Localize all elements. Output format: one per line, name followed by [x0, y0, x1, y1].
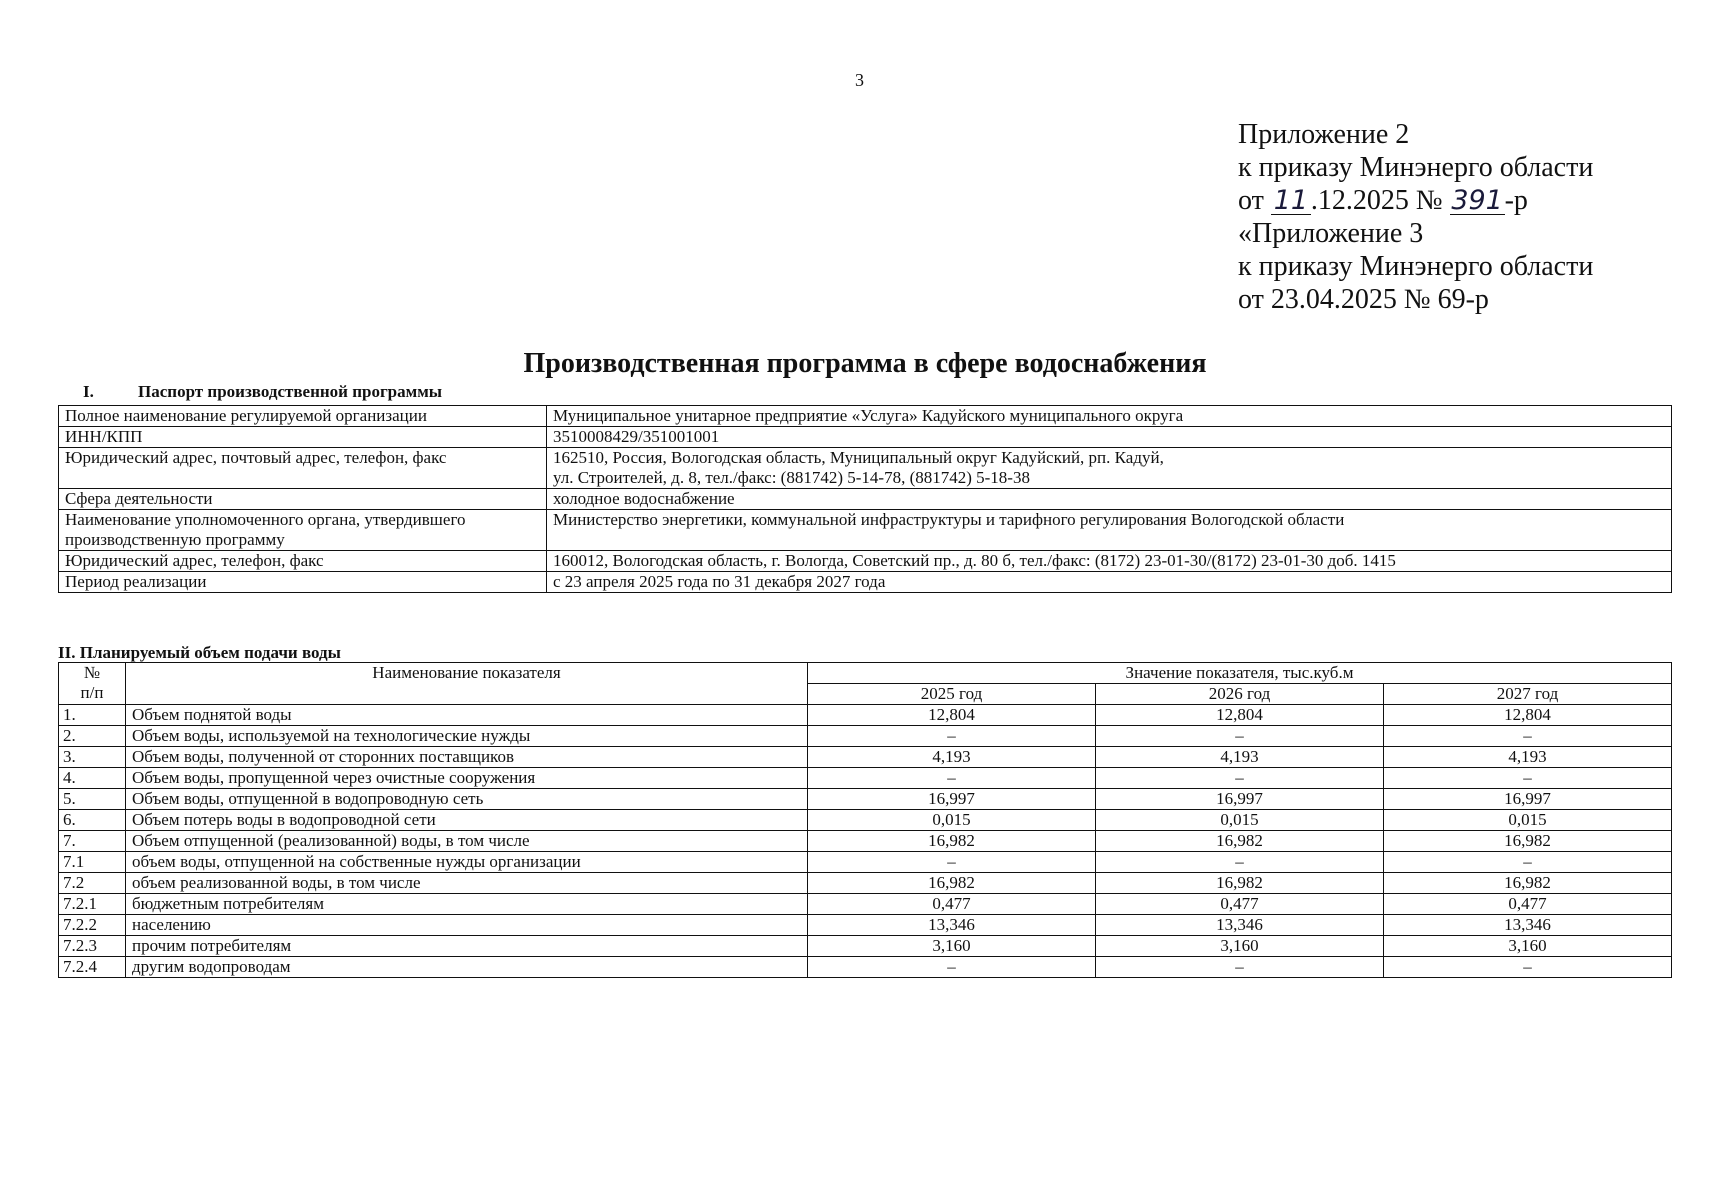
value-cell: 0,477 [1384, 894, 1672, 915]
section-1-heading [83, 382, 442, 402]
header-year-2027: 2027 год [1384, 684, 1672, 705]
value-cell: – [1096, 957, 1384, 978]
section-2-heading: II. Планируемый объем подачи воды [58, 643, 341, 662]
section-1-number: I. [83, 382, 94, 401]
annex-date-middle: .12.2025 № [1310, 185, 1443, 216]
passport-label: Период реализации [59, 572, 547, 593]
value-cell: 13,346 [1096, 915, 1384, 936]
indicator-name: бюджетным потребителям [126, 894, 808, 915]
value-cell: 0,477 [1096, 894, 1384, 915]
indicator-name: Объем воды, пропущенной через очистные сооружения [126, 768, 808, 789]
row-number: 7.1 [59, 852, 126, 873]
passport-row [59, 489, 1672, 510]
annex-line-4: «Приложение 3 [1238, 218, 1424, 249]
table-row [59, 852, 1672, 873]
passport-value: 160012, Вологодская область, г. Вологда, Советский пр., д. 80 б, тел./факс: (8172) 23-01-30/(8172) 23-01-30 доб. 1415 [547, 551, 1672, 572]
handwritten-order-number: 391 [1451, 185, 1503, 216]
table-row [59, 810, 1672, 831]
row-number: 7.2.3 [59, 936, 126, 957]
passport-row [59, 510, 1672, 551]
page-number: 3 [855, 70, 864, 90]
value-cell: – [808, 726, 1096, 747]
value-cell: – [1384, 852, 1672, 873]
passport-label: Наименование уполномоченного органа, утвердившего производственную программу [59, 510, 547, 551]
row-number: 7.2.2 [59, 915, 126, 936]
passport-label: Юридический адрес, почтовый адрес, телефон, факс [59, 448, 547, 489]
passport-value: Министерство энергетики, коммунальной инфраструктуры и тарифного регулирования Вологодской области [547, 510, 1672, 551]
value-cell: 16,997 [808, 789, 1096, 810]
table-row [59, 705, 1672, 726]
value-cell: – [1384, 726, 1672, 747]
value-cell: – [1096, 768, 1384, 789]
value-cell: – [808, 852, 1096, 873]
value-cell: 12,804 [1096, 705, 1384, 726]
indicator-name: другим водопроводам [126, 957, 808, 978]
row-number: 3. [59, 747, 126, 768]
table-row [59, 873, 1672, 894]
water-volume-table [58, 662, 1672, 978]
table-row [59, 894, 1672, 915]
value-cell: 4,193 [1096, 747, 1384, 768]
indicator-name: Объем воды, отпущенной в водопроводную сеть [126, 789, 808, 810]
handwritten-day: 11 [1271, 188, 1311, 215]
header-year-2026: 2026 год [1096, 684, 1384, 705]
row-number: 5. [59, 789, 126, 810]
value-cell: 16,982 [1384, 831, 1672, 852]
value-cell: 16,982 [1096, 831, 1384, 852]
value-cell: 16,997 [1384, 789, 1672, 810]
passport-value: с 23 апреля 2025 года по 31 декабря 2027 года [547, 572, 1672, 593]
value-cell: 16,997 [1096, 789, 1384, 810]
annex-line-2: к приказу Минэнерго области [1238, 152, 1594, 183]
passport-row [59, 572, 1672, 593]
indicator-name: Объем воды, полученной от сторонних поставщиков [126, 747, 808, 768]
passport-value: холодное водоснабжение [547, 489, 1672, 510]
value-cell: 0,015 [1096, 810, 1384, 831]
value-cell: 16,982 [1096, 873, 1384, 894]
annex-block [1238, 118, 1593, 316]
passport-row [59, 551, 1672, 572]
indicator-name: Объем потерь воды в водопроводной сети [126, 810, 808, 831]
row-number: 7.2.1 [59, 894, 126, 915]
annex-date-prefix: от [1238, 185, 1264, 216]
annex-number-suffix: -р [1504, 185, 1528, 216]
document-title: Производственная программа в сфере водоснабжения [523, 348, 1207, 379]
annex-line-3 [1238, 184, 1593, 217]
table-row [59, 789, 1672, 810]
table-row [59, 747, 1672, 768]
table-row [59, 726, 1672, 747]
table-row [59, 768, 1672, 789]
passport-label: ИНН/КПП [59, 427, 547, 448]
annex-line-6: от 23.04.2025 № 69-р [1238, 284, 1489, 315]
value-cell: – [1384, 957, 1672, 978]
value-cell: 16,982 [1384, 873, 1672, 894]
value-cell: 0,015 [1384, 810, 1672, 831]
passport-label: Юридический адрес, телефон, факс [59, 551, 547, 572]
row-number: 4. [59, 768, 126, 789]
value-cell: 12,804 [808, 705, 1096, 726]
passport-value: 162510, Россия, Вологодская область, Муниципальный округ Кадуйский, рп. Кадуй, ул. Строителей, д. 8, тел./факс: (881742) 5-14-78, (881742) 5-18-38 [547, 448, 1672, 489]
table-row [59, 915, 1672, 936]
indicator-name: объем реализованной воды, в том числе [126, 873, 808, 894]
header-indicator-name: Наименование показателя [126, 663, 808, 705]
value-cell: – [808, 768, 1096, 789]
passport-table [58, 405, 1672, 593]
row-number: 2. [59, 726, 126, 747]
value-cell: 0,477 [808, 894, 1096, 915]
passport-row [59, 427, 1672, 448]
value-cell: – [1384, 768, 1672, 789]
indicator-name: объем воды, отпущенной на собственные нужды организации [126, 852, 808, 873]
indicator-name: Объем воды, используемой на технологические нужды [126, 726, 808, 747]
header-num: № п/п [59, 663, 126, 705]
value-cell: – [1096, 852, 1384, 873]
value-cell: 3,160 [808, 936, 1096, 957]
value-cell: 4,193 [1384, 747, 1672, 768]
value-cell: 0,015 [808, 810, 1096, 831]
indicator-name: прочим потребителям [126, 936, 808, 957]
header-year-2025: 2025 год [808, 684, 1096, 705]
row-number: 1. [59, 705, 126, 726]
passport-label: Сфера деятельности [59, 489, 547, 510]
value-cell: – [808, 957, 1096, 978]
row-number: 7.2.4 [59, 957, 126, 978]
table-row [59, 957, 1672, 978]
passport-label: Полное наименование регулируемой организации [59, 406, 547, 427]
table-row [59, 831, 1672, 852]
annex-line-1: Приложение 2 [1238, 119, 1410, 150]
indicator-name: Объем отпущенной (реализованной) воды, в том числе [126, 831, 808, 852]
value-cell: 4,193 [808, 747, 1096, 768]
table-row [59, 936, 1672, 957]
table-header-row [59, 663, 1672, 684]
row-number: 6. [59, 810, 126, 831]
passport-value: Муниципальное унитарное предприятие «Услуга» Кадуйского муниципального округа [547, 406, 1672, 427]
value-cell: 13,346 [1384, 915, 1672, 936]
value-cell: 3,160 [1096, 936, 1384, 957]
indicator-name: населению [126, 915, 808, 936]
row-number: 7.2 [59, 873, 126, 894]
value-cell: 13,346 [808, 915, 1096, 936]
section-1-title: Паспорт производственной программы [138, 382, 443, 401]
value-cell: 16,982 [808, 873, 1096, 894]
value-cell: 3,160 [1384, 936, 1672, 957]
passport-row [59, 448, 1672, 489]
value-cell: 12,804 [1384, 705, 1672, 726]
row-number: 7. [59, 831, 126, 852]
header-value-group: Значение показателя, тыс.куб.м [808, 663, 1672, 684]
annex-line-5: к приказу Минэнерго области [1238, 251, 1594, 282]
value-cell: 16,982 [808, 831, 1096, 852]
value-cell: – [1096, 726, 1384, 747]
passport-row [59, 406, 1672, 427]
passport-value: 3510008429/351001001 [547, 427, 1672, 448]
indicator-name: Объем поднятой воды [126, 705, 808, 726]
